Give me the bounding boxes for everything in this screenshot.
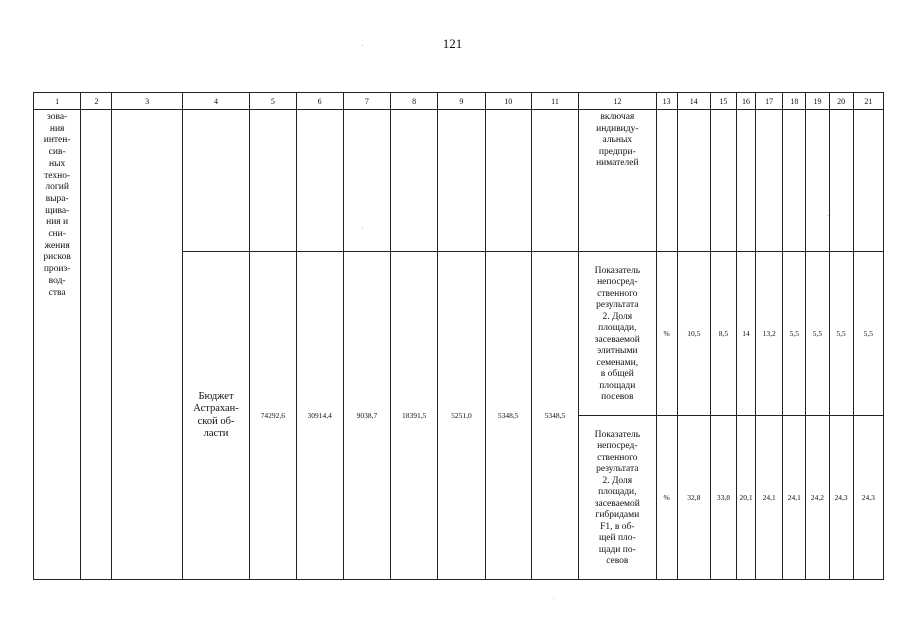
value-cell: 14 — [736, 252, 755, 416]
event-name-cell: зова- ния интен- сив- ных техно- логий выра- щива- ния и сни- жения рисков произ- вод- ства — [34, 110, 81, 580]
header-cell: 2 — [81, 93, 112, 110]
header-cell: 11 — [531, 93, 578, 110]
empty-cell — [783, 110, 806, 252]
scan-speck — [827, 215, 828, 216]
page-number: 121 — [442, 36, 463, 51]
empty-cell — [531, 110, 578, 252]
scan-speck — [362, 227, 363, 228]
value-cell: 24,2 — [806, 416, 829, 580]
funding-cell: 5348,5 — [531, 252, 578, 580]
header-cell: 5 — [250, 93, 296, 110]
funding-cell: 18391,5 — [391, 252, 438, 580]
header-cell: 14 — [677, 93, 710, 110]
header-cell: 6 — [296, 93, 343, 110]
value-cell: 32,8 — [677, 416, 710, 580]
header-cell: 3 — [112, 93, 182, 110]
indicator-cell: включая индивиду- альных предпри- нимателей — [579, 110, 656, 252]
unit-cell: % — [656, 416, 677, 580]
header-cell: 8 — [391, 93, 438, 110]
value-cell: 24,1 — [783, 416, 806, 580]
funding-cell: 30914,4 — [296, 252, 343, 580]
header-cell: 9 — [438, 93, 485, 110]
indicator-cell: Показатель непосред- ственного результата 2. Доля площади, засеваемой элитными семенами, в общей площади посевов — [579, 252, 656, 416]
empty-cell — [756, 110, 783, 252]
value-cell: 5,5 — [829, 252, 853, 416]
empty-cell — [391, 110, 438, 252]
scan-speck — [362, 45, 363, 46]
value-cell: 33,8 — [710, 416, 736, 580]
value-cell: 5,5 — [806, 252, 829, 416]
program-table — [33, 92, 884, 580]
indicator-cell: Показатель непосред- ственного результата 2. Доля площади, засеваемой гибридами F1, в об- щей пло- щади по- севов — [579, 416, 656, 580]
empty-cell — [736, 110, 755, 252]
header-cell: 21 — [853, 93, 883, 110]
header-cell: 18 — [783, 93, 806, 110]
header-row — [34, 93, 884, 110]
scan-speck — [553, 598, 554, 599]
empty-cell — [485, 110, 531, 252]
empty-cell — [806, 110, 829, 252]
funding-cell: 5251,0 — [438, 252, 485, 580]
value-cell: 24,1 — [756, 416, 783, 580]
table-row — [34, 110, 884, 252]
header-cell: 4 — [182, 93, 249, 110]
empty-cell — [853, 110, 883, 252]
header-cell: 15 — [710, 93, 736, 110]
funding-cell: 9038,7 — [343, 252, 390, 580]
value-cell: 24,3 — [829, 416, 853, 580]
empty-cell — [677, 110, 710, 252]
value-cell: 8,5 — [710, 252, 736, 416]
empty-cell — [296, 110, 343, 252]
empty-cell — [343, 110, 390, 252]
header-cell: 19 — [806, 93, 829, 110]
empty-cell — [438, 110, 485, 252]
header-cell: 10 — [485, 93, 531, 110]
value-cell: 20,1 — [736, 416, 755, 580]
value-cell: 5,5 — [783, 252, 806, 416]
funding-source-cell: Бюджет Астрахан- ской об- ласти — [182, 252, 249, 580]
header-cell: 1 — [34, 93, 81, 110]
value-cell: 24,3 — [853, 416, 883, 580]
value-cell: 5,5 — [853, 252, 883, 416]
unit-cell: % — [656, 252, 677, 416]
value-cell: 13,2 — [756, 252, 783, 416]
empty-cell — [81, 110, 112, 580]
header-cell: 20 — [829, 93, 853, 110]
header-cell: 16 — [736, 93, 755, 110]
empty-cell — [656, 110, 677, 252]
empty-cell — [182, 110, 249, 252]
header-cell: 13 — [656, 93, 677, 110]
funding-cell: 5348,5 — [485, 252, 531, 580]
funding-cell: 74292,6 — [250, 252, 296, 580]
value-cell: 10,5 — [677, 252, 710, 416]
header-cell: 17 — [756, 93, 783, 110]
empty-cell — [250, 110, 296, 252]
header-cell: 12 — [579, 93, 656, 110]
empty-cell — [710, 110, 736, 252]
empty-cell — [112, 110, 182, 580]
empty-cell — [829, 110, 853, 252]
header-cell: 7 — [343, 93, 390, 110]
